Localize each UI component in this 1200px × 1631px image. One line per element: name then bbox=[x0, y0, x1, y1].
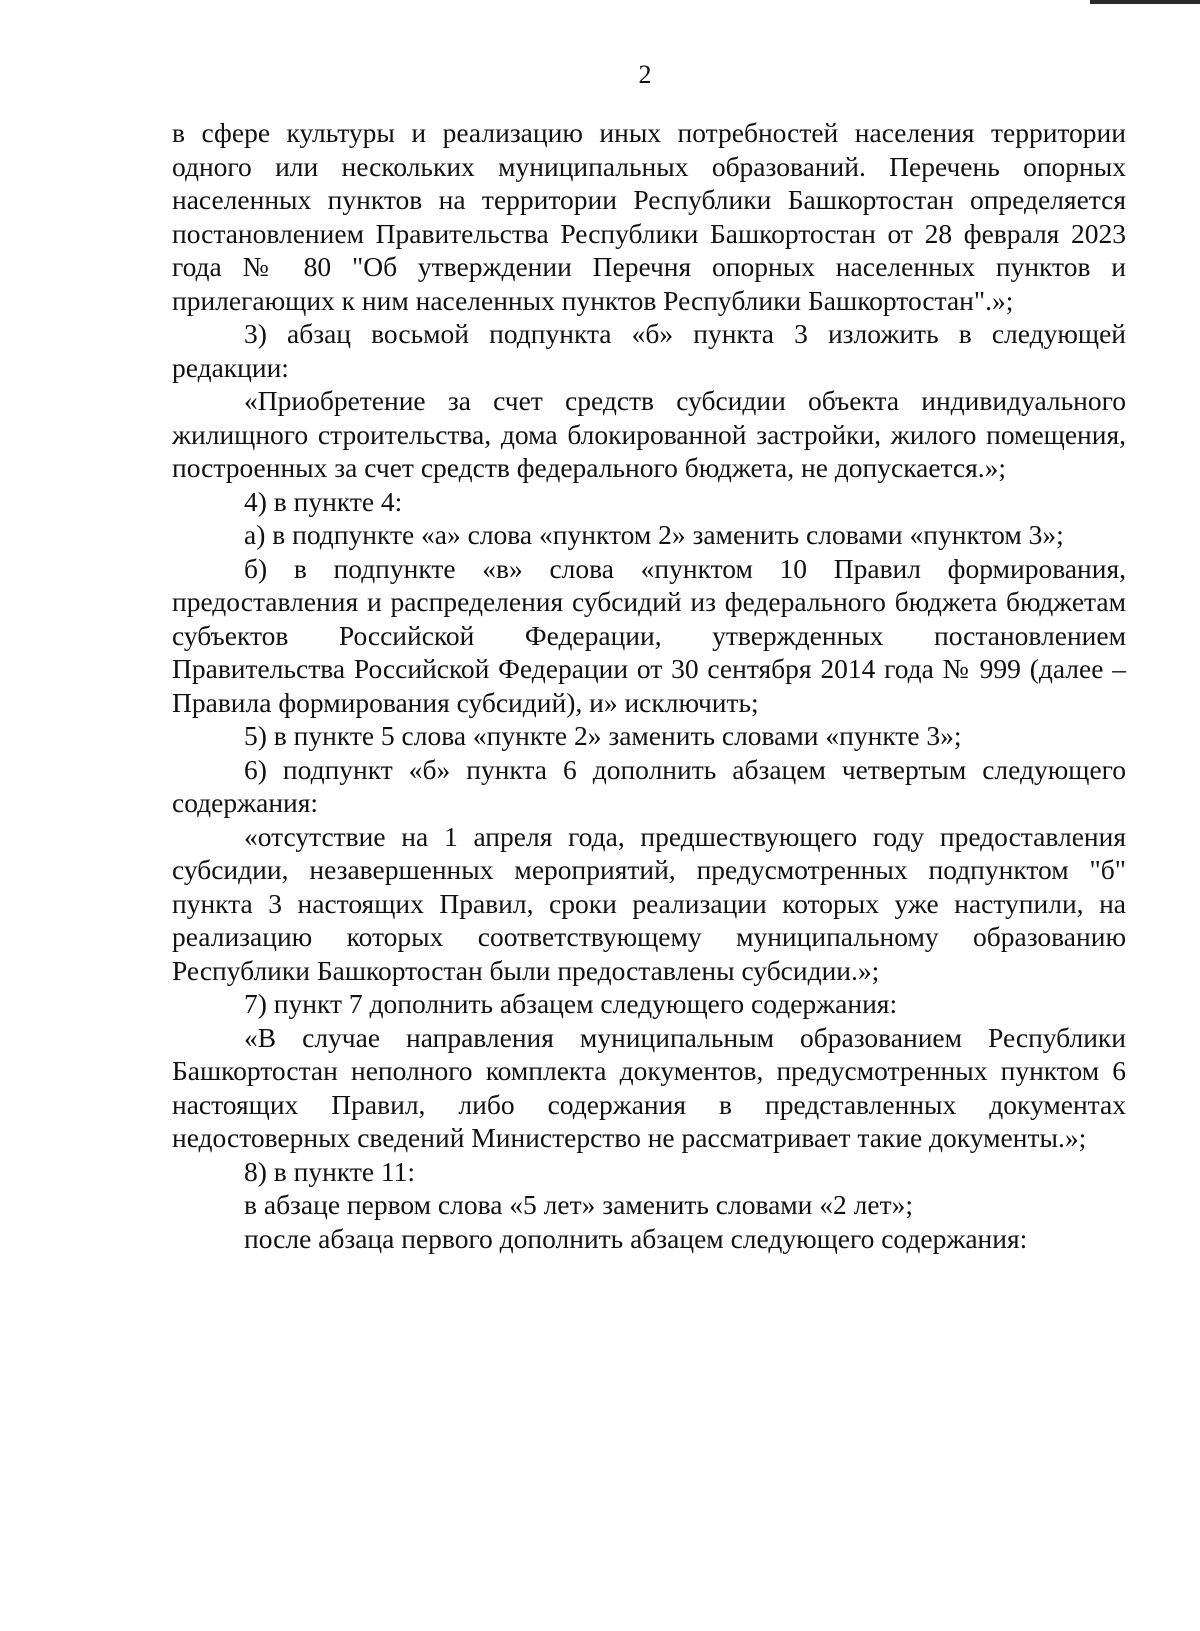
paragraph-continuation: в сфере культуры и реализацию иных потребностей населения территории одного или нескольких муниципальных образований. Перечень опорных населенных пунктов на территории Республики Башкортостан определяется постановлением Правительства Республики Башкортостан от 28 февраля 2023 года № 80 "Об утверждении Перечня опорных населенных пунктов и прилегающих к ним населенных пунктов Республики Башкортостан".»; bbox=[172, 117, 1126, 316]
paragraph-item-6: 6) подпункт «б» пункта 6 дополнить абзацем четвертым следующего содержания: bbox=[172, 753, 1126, 818]
paragraph-item-8-first: в абзаце первом слова «5 лет» заменить словами «2 лет»; bbox=[244, 1189, 913, 1220]
paragraph-quote-absence: «отсутствие на 1 апреля года, предшествующего году предоставления субсидии, незавершенных мероприятий, предусмотренных подпунктом "б" пункта 3 настоящих Правил, сроки реализации которых уже наступили, на реализацию которых соответствующему муниципальному образованию Республики Башкортостан были предоставлены субсидии.»; bbox=[172, 820, 1126, 986]
paragraph-item-8: 8) в пункте 11: bbox=[244, 1155, 416, 1187]
paragraph-item-4b: б) в подпункте «в» слова «пунктом 10 Правил формирования, предоставления и распределения субсидий из федерального бюджета бюджетам субъектов Российской Федерации, утвержденных постановлением Правительства Российской Федерации от 30 сентября 2014 года № 999 (далее – Правила формирования субсидий), и» исключить; bbox=[172, 552, 1126, 718]
page-number: 2 bbox=[638, 60, 652, 89]
paragraph-item-7: 7) пункт 7 дополнить абзацем следующего содержания: bbox=[244, 988, 898, 1019]
paragraph-item-5: 5) в пункте 5 слова «пункте 2» заменить словами «пункте 3»; bbox=[244, 720, 962, 751]
scan-edge-mark bbox=[1090, 0, 1200, 4]
paragraph-item-4: 4) в пункте 4: bbox=[244, 485, 403, 517]
paragraph-quote-incomplete: «В случае направления муниципальным образованием Республики Башкортостан неполного комплекта документов, предусмотренных пунктом 6 настоящих Правил, либо содержания в представленных документах недостоверных сведений Министерство не рассматривает такие документы.»; bbox=[172, 1021, 1126, 1153]
paragraph-item-8-second: после абзаца первого дополнить абзацем следующего содержания: bbox=[244, 1222, 1028, 1254]
paragraph-item-3: 3) абзац восьмой подпункта «б» пункта 3 изложить в следующей редакции: bbox=[172, 318, 1126, 383]
document-body bbox=[172, 116, 1126, 1255]
paragraph-item-4a: а) в подпункте «а» слова «пунктом 2» заменить словами «пунктом 3»; bbox=[244, 519, 1064, 550]
paragraph-quote-acquisition: «Приобретение за счет средств субсидии объекта индивидуального жилищного строительства, дома блокированной застройки, жилого помещения, построенных за счет средств федерального бюджета, не допускается.»; bbox=[172, 385, 1126, 483]
